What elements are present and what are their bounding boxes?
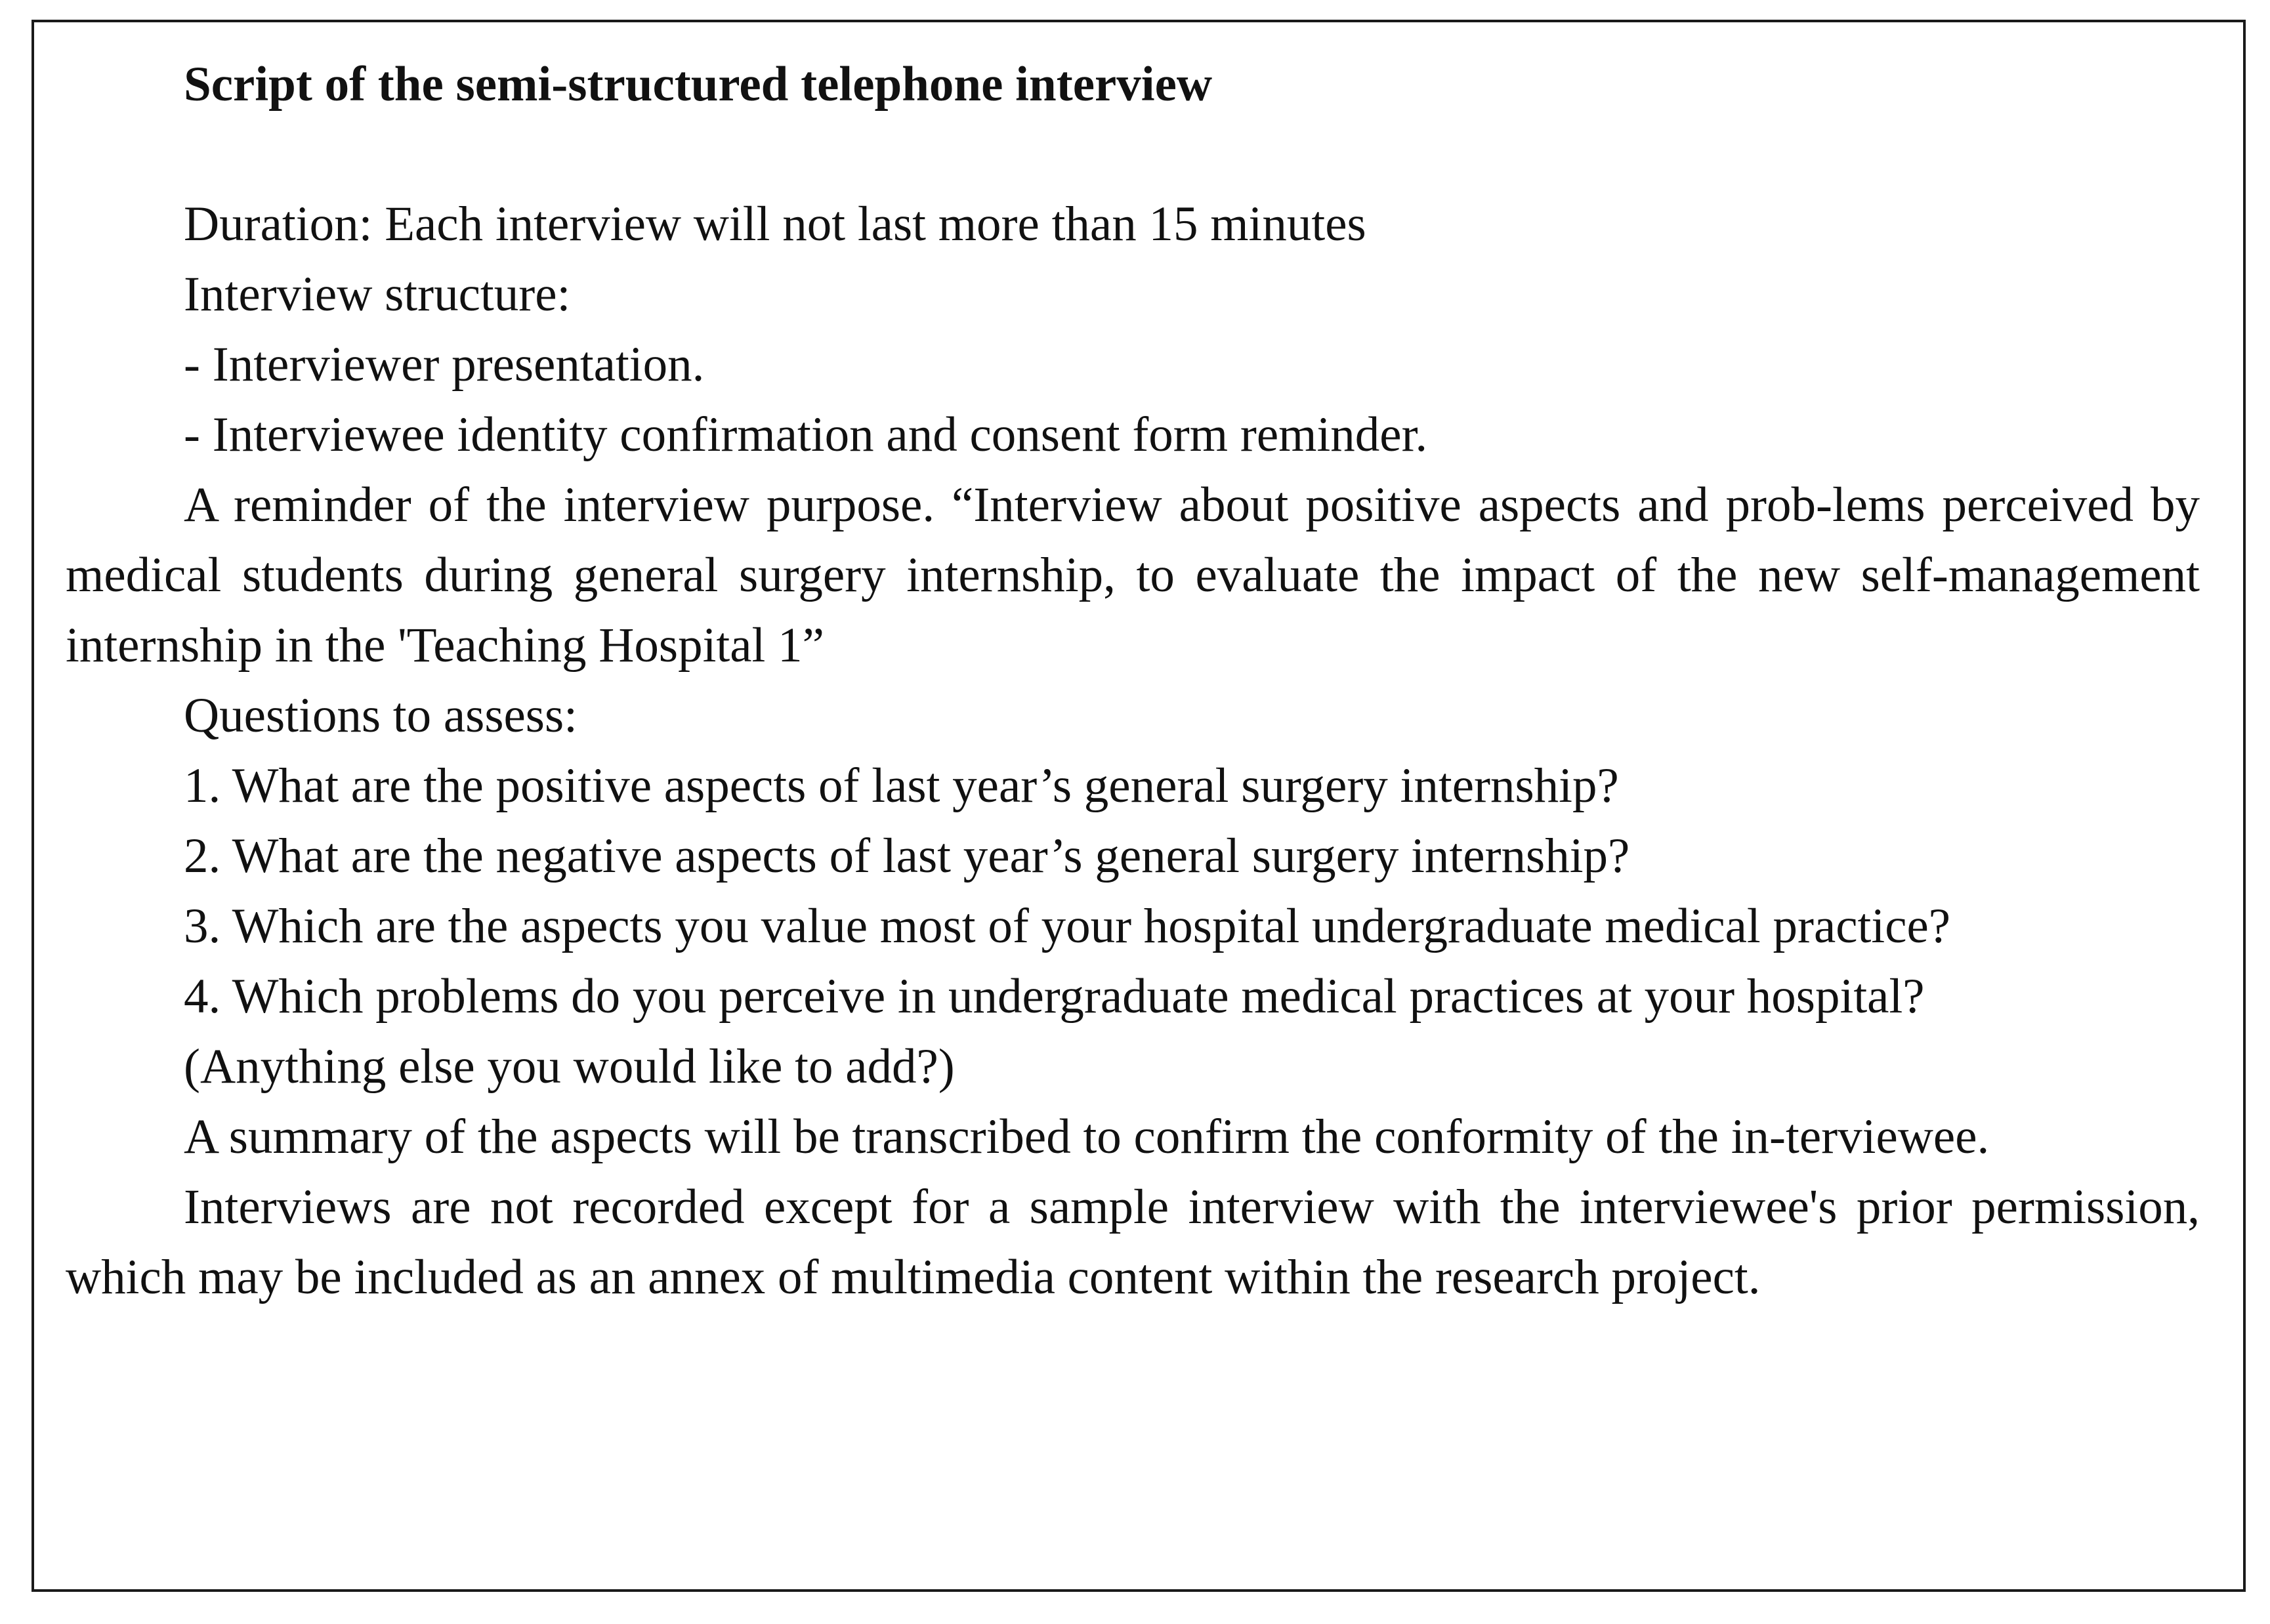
closing-question: (Anything else you would like to add?) <box>184 1039 955 1094</box>
question-2: 2. What are the negative aspects of last year’s general surgery internship? <box>184 829 1630 883</box>
document-title: Script of the semi-structured telephone interview <box>184 57 1213 112</box>
question-4: 4. Which problems do you perceive in undergraduate medical practices at your hospital? <box>184 969 1925 1024</box>
summary-paragraph: A summary of the aspects will be transcribed to confirm the conformity of the in-terviewee. <box>184 1110 1990 1164</box>
structure-item-presentation: - Interviewer presentation. <box>184 337 705 392</box>
question-3: 3. Which are the aspects you value most of your hospital undergraduate medical practice? <box>184 899 1951 953</box>
structure-item-identity: - Interviewee identity confirmation and consent form reminder. <box>184 407 1428 462</box>
question-1: 1. What are the positive aspects of last year’s general surgery internship? <box>184 759 1619 813</box>
questions-heading: Questions to assess: <box>184 688 578 743</box>
script-box <box>32 20 2246 1592</box>
duration-line: Duration: Each interview will not last more than 15 minutes <box>184 197 1366 251</box>
structure-heading: Interview structure: <box>184 267 571 322</box>
recording-paragraph: Interviews are not recorded except for a sample interview with the interviewee's prior permission, which may be included as an annex of multimedia content within the research project. <box>66 1180 2200 1304</box>
purpose-paragraph: A reminder of the interview purpose. “Interview about positive aspects and prob-lems perceived by medical students during general surgery internship, to evaluate the impact of the new self-management internship in the 'Teaching Hospital 1” <box>66 478 2200 673</box>
